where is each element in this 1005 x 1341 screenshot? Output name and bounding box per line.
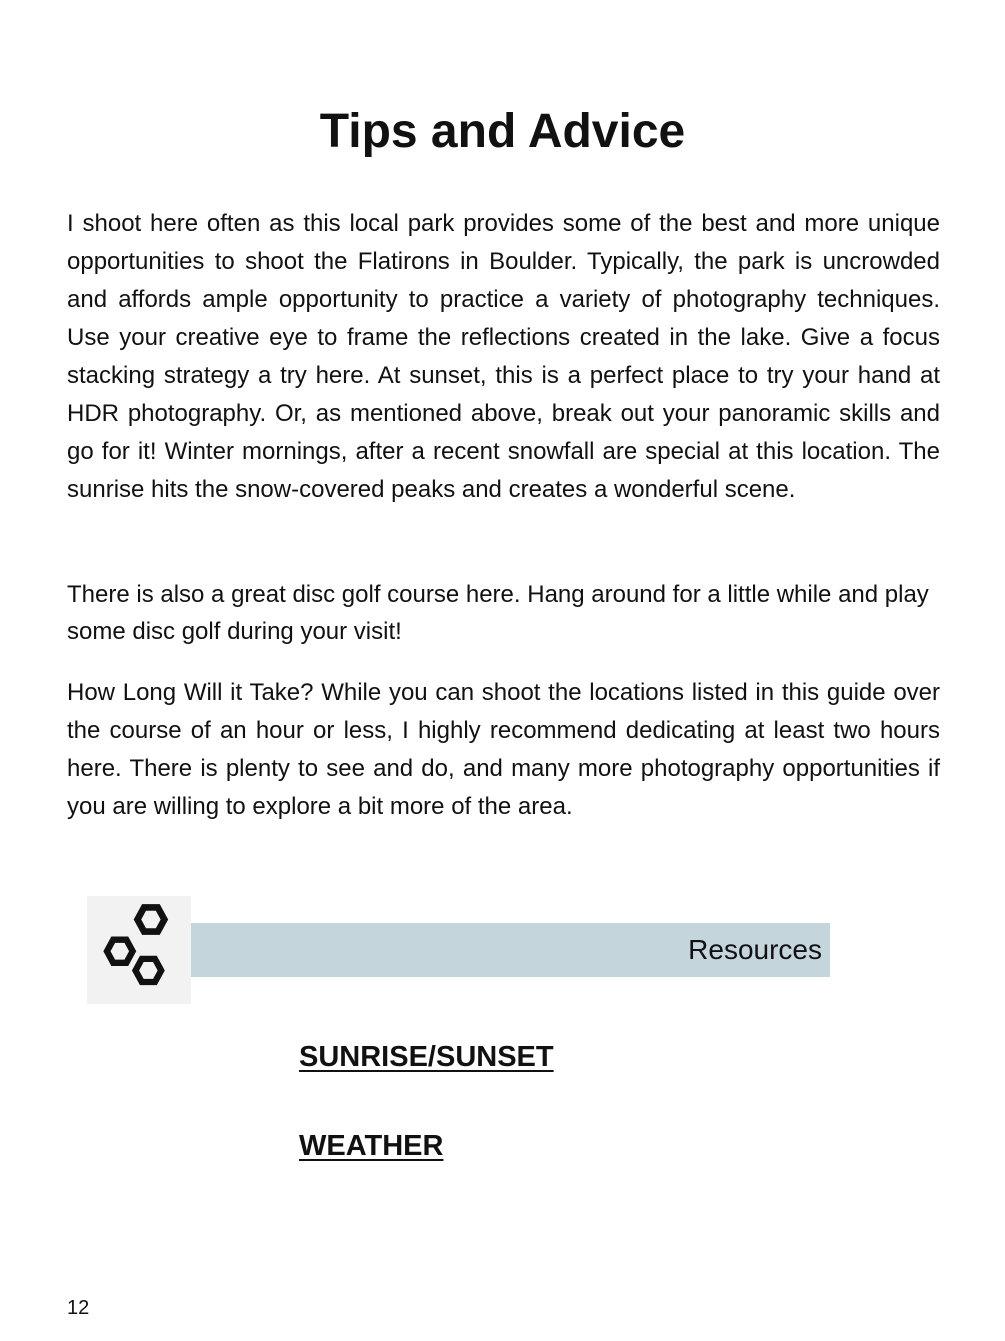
body-paragraph-tips: I shoot here often as this local park provides some of the best and more unique opportunities to shoot the Flatirons in Boulder. Typically, the park is uncrowded and affords ample opportunity to practice a variety of photography techniques. Use your creative eye to frame the reflections created in the lake. Give a focus stacking strategy a try here. At sunset, this is a perfect place to try your hand at HDR photography. Or, as mentioned above, break out your panoramic skills and go for it! Winter mornings, after a recent snowfall are special at this location. The sunrise hits the snow-covered peaks and creates a wonderful scene. — [67, 210, 940, 503]
sunrise-sunset-link[interactable]: SUNRISE/SUNSET — [299, 1041, 554, 1073]
body-paragraph-disc-golf: There is also a great disc golf course here. Hang around for a little while and play some disc golf during your visit! — [67, 581, 929, 645]
weather-link[interactable]: WEATHER — [299, 1130, 444, 1162]
resources-label: Resources — [688, 934, 822, 965]
resources-icon-box — [87, 896, 191, 1004]
resources-header-bar — [191, 923, 830, 977]
page-number: 12 — [67, 1297, 90, 1319]
hexagons-icon — [87, 896, 191, 1004]
body-paragraph-duration: How Long Will it Take? While you can shoot the locations listed in this guide over the course of an hour or less, I highly recommend dedicating at least two hours here. There is plenty to see and do, and many more photography opportunities if you are willing to explore a bit more of the area. — [67, 679, 940, 820]
page-title: Tips and Advice — [319, 105, 686, 158]
